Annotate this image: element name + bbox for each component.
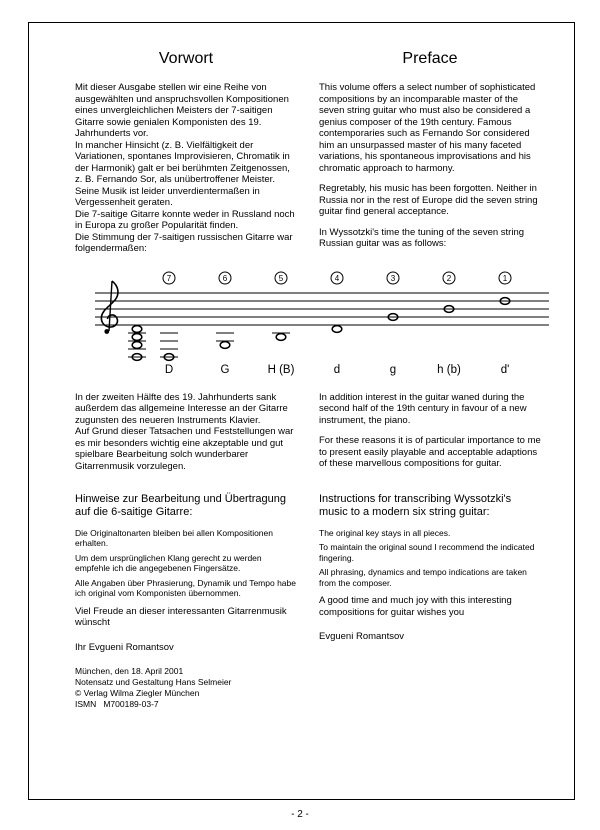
note-name-labels [165, 364, 509, 376]
string-number-badge [387, 272, 399, 284]
svg-text:1: 1 [502, 273, 508, 283]
german-instruction-item: Alle Angaben über Phrasierung, Dynamik und Tempo habe ich original vom Komponisten übernommen. [75, 577, 296, 598]
english-intro-column [319, 50, 541, 259]
german-middle-paragraph: In der zweiten Hälfte des 19. Jahrhunderts sank außerdem das allgemeine Interesse an der Gitarre zugunsten des neueren Instruments Klavier. [75, 391, 288, 426]
note-name-label: H (B) [267, 363, 295, 376]
treble-clef-icon [101, 281, 118, 334]
svg-text:3: 3 [390, 273, 396, 283]
svg-text:4: 4 [334, 273, 340, 283]
whole-note-G [216, 333, 234, 348]
german-signature: Ihr Evgueni Romantsov [75, 641, 174, 653]
note-name-label: G [220, 363, 230, 376]
page-content [75, 50, 541, 710]
svg-text:5: 5 [278, 273, 284, 283]
note-name-label: h (b) [437, 363, 461, 376]
vorwort-heading: Vorwort [158, 50, 214, 67]
english-intro-paragraph: This volume offers a select number of sophisticated compositions by an incomparable master of the seven string guitar who must also be considered a genius composer of the 19th century. Famous contemporaries such as Fernando Sor considered him an unsurpassed master of his many faceted variations, his spontaneous improvisations and his chromatic approach to harmony. [319, 82, 536, 174]
string-number-badge [275, 272, 287, 284]
english-middle-paragraph: For these reasons it is of particular importance to me to present easily playable and acceptable adaptions of these marvellous compositions for guitar. [319, 435, 541, 469]
string-number-badges [163, 272, 511, 284]
german-intro-paragraph: Seine Musik ist leider unverdientermaßen in Vergessenheit geraten. [75, 185, 260, 208]
english-instruction-item: The original key stays in all pieces. [319, 527, 451, 538]
note-name-label: d [333, 363, 341, 376]
english-intro-paragraph: Regretably, his music has been forgotten. Neither in Russia nor in the rest of Europe did the seven string guitar find general acceptance. [319, 183, 538, 217]
note-name-label: D [164, 363, 174, 376]
german-middle-paragraph: Auf Grund dieser Tatsachen und Feststellungen war es mir besonders wichtig eine akzeptable und gut spielbare Bearbeitung solch wunderbarer Gitarrenmusik vorzulegen. [75, 426, 294, 472]
german-instruction-item: Die Originaltonarten bleiben bei allen Kompositionen erhalten. [75, 527, 273, 548]
whole-note-H [272, 333, 290, 340]
imprint-line: München, den 18. April 2001 [75, 666, 184, 676]
german-instructions-heading: Hinweise zur Bearbeitung und Übertragung auf die 6-saitige Gitarre: [75, 492, 286, 518]
english-middle-column [319, 392, 541, 479]
imprint-line: ISMN M700189-03-7 [75, 699, 159, 709]
imprint-block [75, 666, 297, 710]
german-instructions-column [75, 493, 297, 711]
english-instructions-heading: Instructions for transcribing Wyssotzki's music to a modern six string guitar: [319, 492, 512, 518]
svg-text:2: 2 [446, 273, 452, 283]
english-signature: Evgueni Romantsov [319, 631, 405, 642]
note-name-label: g [389, 363, 397, 376]
german-instruction-item: Um dem ursprünglichen Klang gerecht zu werden empfehle ich die angegebenen Fingersätze. [75, 552, 262, 573]
english-instruction-item: To maintain the original sound I recommend the indicated fingering. [319, 542, 535, 563]
preface-heading: Preface [402, 50, 458, 67]
imprint-line: Notensatz und Gestaltung Hans Selmeier [75, 677, 232, 687]
german-intro-column [75, 50, 297, 259]
note-name-label: d' [500, 363, 510, 376]
english-instruction-item: All phrasing, dynamics and tempo indications are taken from the composer. [319, 567, 527, 588]
string-number-badge [219, 272, 231, 284]
middle-section [75, 392, 541, 479]
tuning-staff [81, 269, 551, 377]
tuning-diagram [81, 269, 541, 382]
german-intro-paragraph: In mancher Hinsicht (z. B. Vielfältigkeit der Variationen, spontanes Improvisieren, Chromatik in der Harmonik) galt er bei berühmten Zeitgenossen, z. B. Fernando Sor, als unübertroffener Meister. [75, 139, 290, 185]
staff-lines [95, 293, 549, 325]
intro-section [75, 50, 541, 259]
english-instructions-column [319, 493, 541, 711]
german-intro-paragraph: Die Stimmung der 7-saitigen russischen Gitarre war folgendermaßen: [75, 231, 293, 254]
tuning-chord [128, 325, 146, 360]
string-number-badge [331, 272, 343, 284]
svg-text:6: 6 [222, 273, 228, 283]
german-middle-column [75, 392, 297, 479]
string-number-badge [499, 272, 511, 284]
string-number-badge [163, 272, 175, 284]
english-closing-text: A good time and much joy with this interesting compositions for guitar wishes you [319, 595, 512, 618]
english-intro-paragraph: In Wyssotzki's time the tuning of the seven string Russian guitar was as follows: [319, 226, 525, 249]
instructions-section [75, 493, 541, 711]
whole-note-d [332, 325, 342, 332]
german-intro-paragraph: Die 7-saitige Gitarre konnte weder in Russland noch in Europa zu großer Popularität finden. [75, 208, 295, 231]
german-intro-paragraph: Mit dieser Ausgabe stellen wir eine Reihe von ausgewählten und anspruchsvollen Kompositionen eines unvergleichlichen Meisters der 7-saitigen Gitarre sowie genialen Komponisten des 19. Jahrhunderts vor. [75, 82, 289, 139]
whole-note-D [160, 333, 178, 360]
svg-text:7: 7 [166, 273, 172, 283]
german-closing-text: Viel Freude an dieser interessanten Gitarrenmusik wünscht [75, 605, 287, 628]
imprint-line: © Verlag Wilma Ziegler München [75, 688, 200, 698]
whole-notes [160, 297, 510, 360]
page-number: - 2 - [291, 809, 309, 820]
english-middle-paragraph: In addition interest in the guitar waned during the second half of the 19th century in favour of a new instrument, the piano. [319, 391, 527, 426]
string-number-badge [443, 272, 455, 284]
